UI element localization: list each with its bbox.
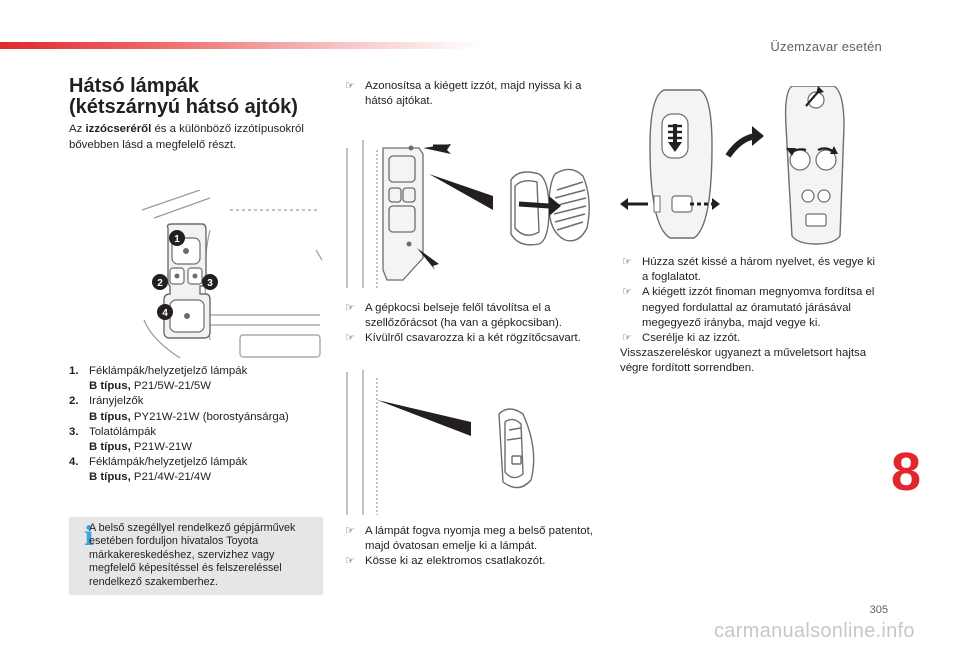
section-title: Üzemzavar esetén [770, 39, 882, 54]
list-item: ☞ Húzza szét kissé a három nyelvet, és vegye ki a foglalatot. [622, 256, 875, 284]
steps-identify [343, 79, 603, 109]
list-item: ☞ Kívülről csavarozza ki a két rögzítőcsavart. [343, 331, 605, 346]
rear-lamp-cluster-figure [140, 190, 326, 360]
callout-1: 1 [174, 234, 180, 245]
list-item: ☞ Azonosítsa a kiégett izzót, majd nyissa ki a hátsó ajtókat. [345, 80, 582, 108]
callout-4: 4 [162, 308, 168, 319]
steps-remove-grille [343, 301, 605, 347]
step-arrow-icon: ☞ [622, 332, 632, 345]
info-icon: i [84, 522, 94, 552]
intro-bold-link: izzócseréről [85, 123, 152, 135]
page-title-line1: Hátsó lámpák [69, 75, 200, 97]
lamp-removal-figure [343, 370, 605, 515]
steps-remove-lamp [343, 524, 605, 570]
callout-3: 3 [207, 278, 213, 289]
step-arrow-icon: ☞ [622, 286, 632, 299]
list-item: ☞ A gépkocsi belseje felől távolítsa el a szellőzőrácsot (ha van a gépkocsiban). [345, 302, 562, 330]
page-title-line2: (kétszárnyú hátsó ajtók) [69, 96, 298, 118]
list-item: ☞ Cserélje ki az izzót. [620, 331, 882, 346]
list-item: ☞ Kösse ki az elektromos csatlakozót. [343, 554, 605, 569]
list-item: 4. Féklámpák/helyzetjelző lámpák B típus, P21/4W-21/4W [69, 456, 248, 484]
chapter-number: 8 [891, 442, 922, 502]
bulb-holder-figure [620, 86, 876, 246]
step-arrow-icon: ☞ [345, 302, 355, 314]
step-arrow-icon: ☞ [345, 80, 355, 92]
bulb-type-list [69, 364, 329, 486]
step-arrow-icon: ☞ [622, 256, 632, 268]
list-item: 3. Tolatólámpák B típus, P21W-21W [69, 425, 192, 454]
page-title [69, 76, 298, 118]
intro-paragraph: Az izzócseréről és a különböző izzótípusokról bővebben lásd a megfelelő részt. [69, 123, 304, 151]
watermark: carmanualsonline.info [714, 620, 915, 642]
list-item: 2. Irányjelzők B típus, PY21W-21W (borostyánsárga) [69, 395, 289, 423]
step-arrow-icon: ☞ [345, 332, 355, 345]
step-arrow-icon: ☞ [345, 555, 355, 568]
reassembly-note: Visszaszereléskor ugyanezt a műveletsort hajtsa végre fordított sorrendben. [620, 347, 867, 375]
info-box [69, 517, 323, 595]
page-number: 305 [869, 604, 888, 616]
list-item: ☞ A kiégett izzót finoman megnyomva fordítsa el negyed fordulattal az óramutató járásával megegyező irányba, majd vegye ki. [622, 286, 875, 329]
lamp-screws-figure [343, 140, 605, 290]
list-item: 1. Féklámpák/helyzetjelző lámpák B típus, P21/5W-21/5W [69, 365, 248, 393]
info-text: A belső szegéllyel rendelkező gépjárművek esetében forduljon hivatalos Toyota márkakereskedéshez, szervizhez vagy megfelelő képesítéssel és felszereléssel rendelkező szakemberhez. [89, 522, 296, 588]
list-item: ☞ A lámpát fogva nyomja meg a belső patentot, majd óvatosan emelje ki a lámpát. [345, 525, 593, 553]
step-arrow-icon: ☞ [345, 525, 355, 537]
callout-2: 2 [157, 278, 163, 289]
steps-replace-bulb [620, 255, 882, 346]
header-accent-bar [0, 42, 480, 49]
